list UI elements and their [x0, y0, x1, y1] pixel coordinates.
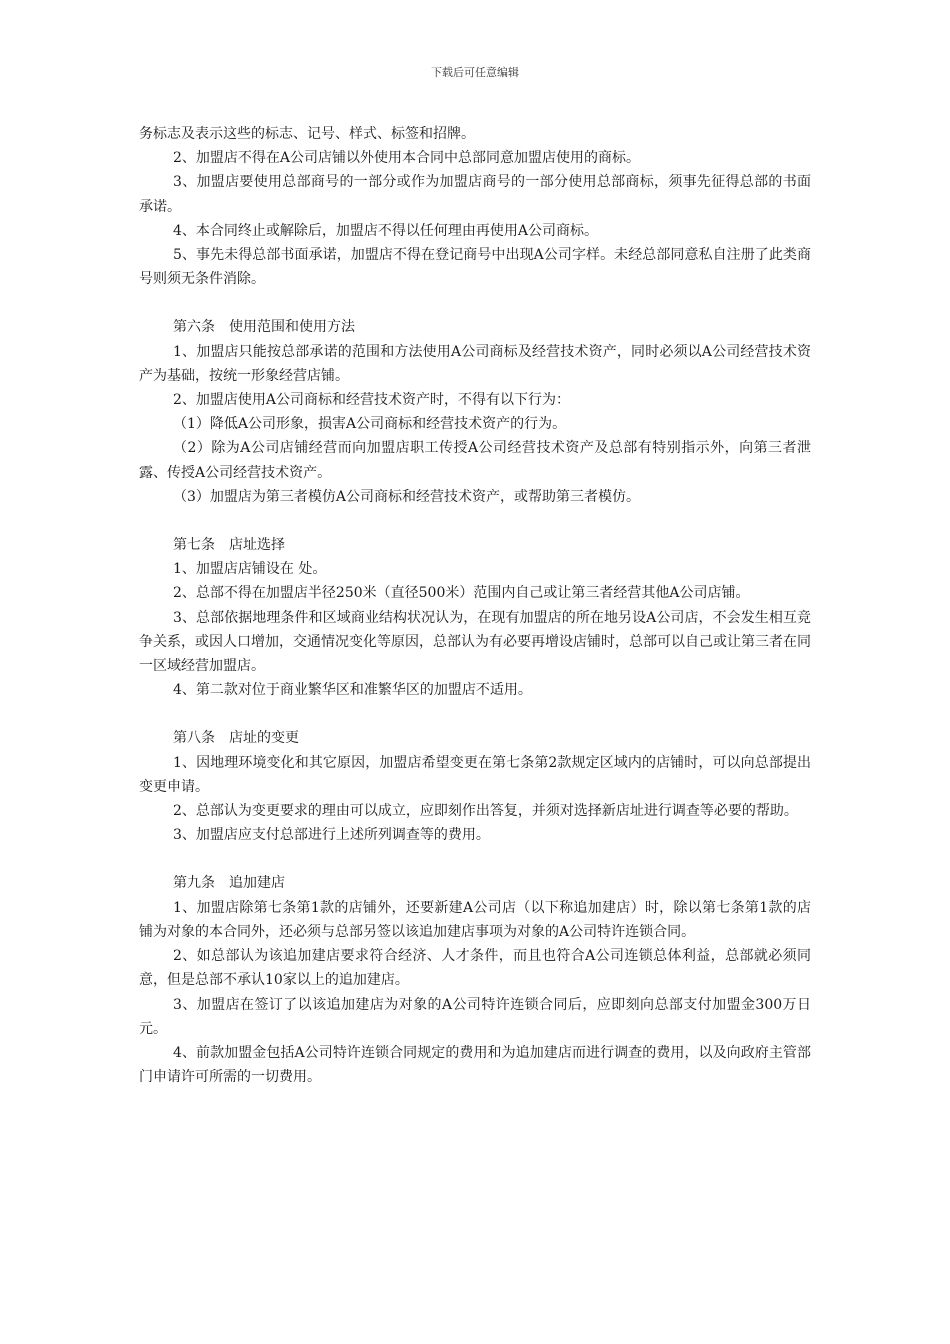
paragraph: 2、总部认为变更要求的理由可以成立，应即刻作出答复，并须对选择新店址进行调查等必要的帮助。: [173, 803, 798, 820]
article-9: [139, 871, 811, 1089]
paragraph: 务标志及表示这些的标志、记号、样式、标签和招牌。: [139, 126, 475, 142]
article-title: 第七条 店址选择: [173, 537, 285, 554]
intro-section: [139, 122, 811, 291]
article-title: 第九条 追加建店: [173, 875, 285, 892]
paragraph: 3、加盟店应支付总部进行上述所列调查等的费用。: [173, 827, 490, 844]
document-body: [139, 122, 811, 1089]
page-header: 下载后可任意编辑: [431, 66, 519, 79]
paragraph: 3、加盟店在签订了以该追加建店为对象的A公司特许连锁合同后，应即刻向总部支付加盟金300万日元。: [139, 996, 811, 1037]
paragraph: 1、加盟店店铺设在 处。: [173, 561, 327, 578]
article-title: 第六条 使用范围和使用方法: [173, 319, 355, 336]
paragraph: 4、前款加盟金包括A公司特许连锁合同规定的费用和为追加建店而进行调查的费用，以及向政府主管部门申请许可所需的一切费用。: [139, 1044, 811, 1086]
paragraph: 4、第二款对位于商业繁华区和准繁华区的加盟店不适用。: [173, 682, 532, 699]
article-7: [139, 533, 811, 702]
paragraph: 1、因地理环境变化和其它原因，加盟店希望变更在第七条第2款规定区域内的店铺时，可以向总部提出变更申请。: [139, 754, 811, 795]
article-8: [139, 726, 811, 847]
paragraph: 3、总部依据地理条件和区域商业结构状况认为，在现有加盟店的所在地另设A公司店，不会发生相互竞争关系，或因人口增加，交通情况变化等原因，总部认为有必要再增设店铺时，总部可以自己或让第三者在同一区域经营加盟店。: [139, 609, 811, 675]
paragraph: 2、总部不得在加盟店半径250米（直径500米）范围内自己或让第三者经营其他A公司店铺。: [173, 585, 750, 602]
paragraph: 3、加盟店要使用总部商号的一部分或作为加盟店商号的一部分使用总部商标，须事先征得总部的书面承诺。: [139, 174, 811, 215]
sub-item: （1）降低A公司形象，损害A公司商标和经营技术资产的行为。: [173, 416, 567, 433]
paragraph: 5、事先未得总部书面承诺，加盟店不得在登记商号中出现A公司字样。未经总部同意私自注册了此类商号则须无条件消除。: [139, 247, 811, 288]
paragraph: 2、加盟店不得在A公司店铺以外使用本合同中总部同意加盟店使用的商标。: [173, 150, 641, 167]
sub-item: （2）除为A公司店铺经营而向加盟店职工传授A公司经营技术资产及总部有特别指示外，向第三者泄露、传授A公司经营技术资产。: [139, 440, 811, 481]
article-title: 第八条 店址的变更: [173, 730, 299, 747]
paragraph: 1、加盟店只能按总部承诺的范围和方法使用A公司商标及经营技术资产，同时必须以A公司经营技术资产为基础，按统一形象经营店铺。: [139, 343, 811, 384]
sub-item: （3）加盟店为第三者模仿A公司商标和经营技术资产，或帮助第三者模仿。: [173, 488, 641, 505]
paragraph: 2、加盟店使用A公司商标和经营技术资产时，不得有以下行为：: [173, 392, 571, 409]
paragraph: 4、本合同终止或解除后，加盟店不得以任何理由再使用A公司商标。: [173, 222, 599, 239]
article-6: [139, 315, 811, 509]
paragraph: 1、加盟店除第七条第1款的店铺外，还要新建A公司店（以下称追加建店）时，除以第七条第1款的店铺为对象的本合同外，还必须与总部另签以该追加建店事项为对象的A公司特许连锁合同。: [139, 899, 811, 940]
paragraph: 2、如总部认为该追加建店要求符合经济、人才条件，而且也符合A公司连锁总体利益，总部就必须同意，但是总部不承认10家以上的追加建店。: [139, 948, 811, 989]
